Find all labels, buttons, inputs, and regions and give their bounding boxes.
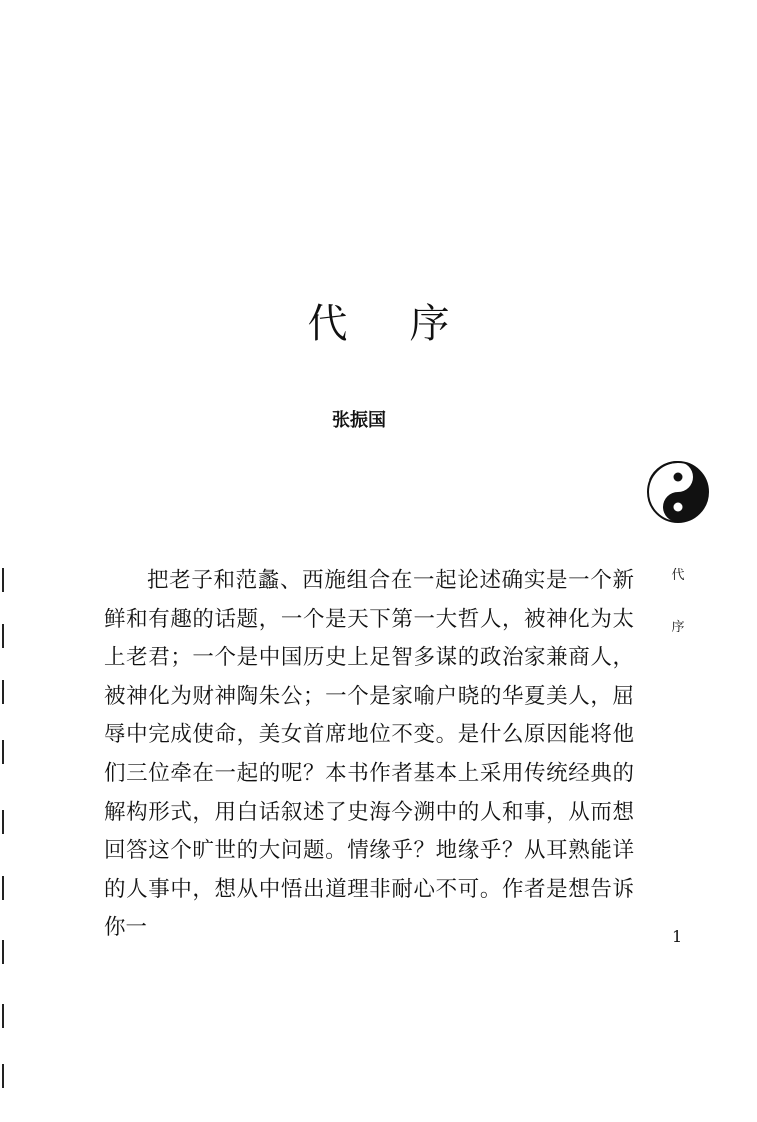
body-text: [104, 562, 634, 948]
author-name: 张振国: [332, 410, 386, 431]
taiji-icon: [646, 460, 710, 524]
page-number: 1: [672, 927, 683, 946]
margin-binding-marks: [0, 0, 10, 1122]
page-title: [0, 296, 757, 352]
title-char-1: 代: [307, 301, 348, 347]
side-label-1: 代: [671, 568, 685, 583]
side-label-2: 序: [671, 620, 685, 635]
title-char-2: 序: [409, 301, 450, 347]
body-paragraph: 把老子和范蠡、西施组合在一起论述确实是一个新鲜和有趣的话题，一个是天下第一大哲人，被神化为太上老君；一个是中国历史上足智多谋的政治家兼商人，被神化为财神陶朱公；一个是家喻户晓的华夏美人，屈辱中完成使命，美女首席地位不变。是什么原因能将他们三位牵在一起的呢？本书作者基本上采用传统经典的解构形式，用白话叙述了史海今溯中的人和事，从而想回答这个旷世的大问题。情缘乎？地缘乎？从耳熟能详的人事中，想从中悟出道理非耐心不可。作者是想告诉你一: [104, 568, 634, 941]
